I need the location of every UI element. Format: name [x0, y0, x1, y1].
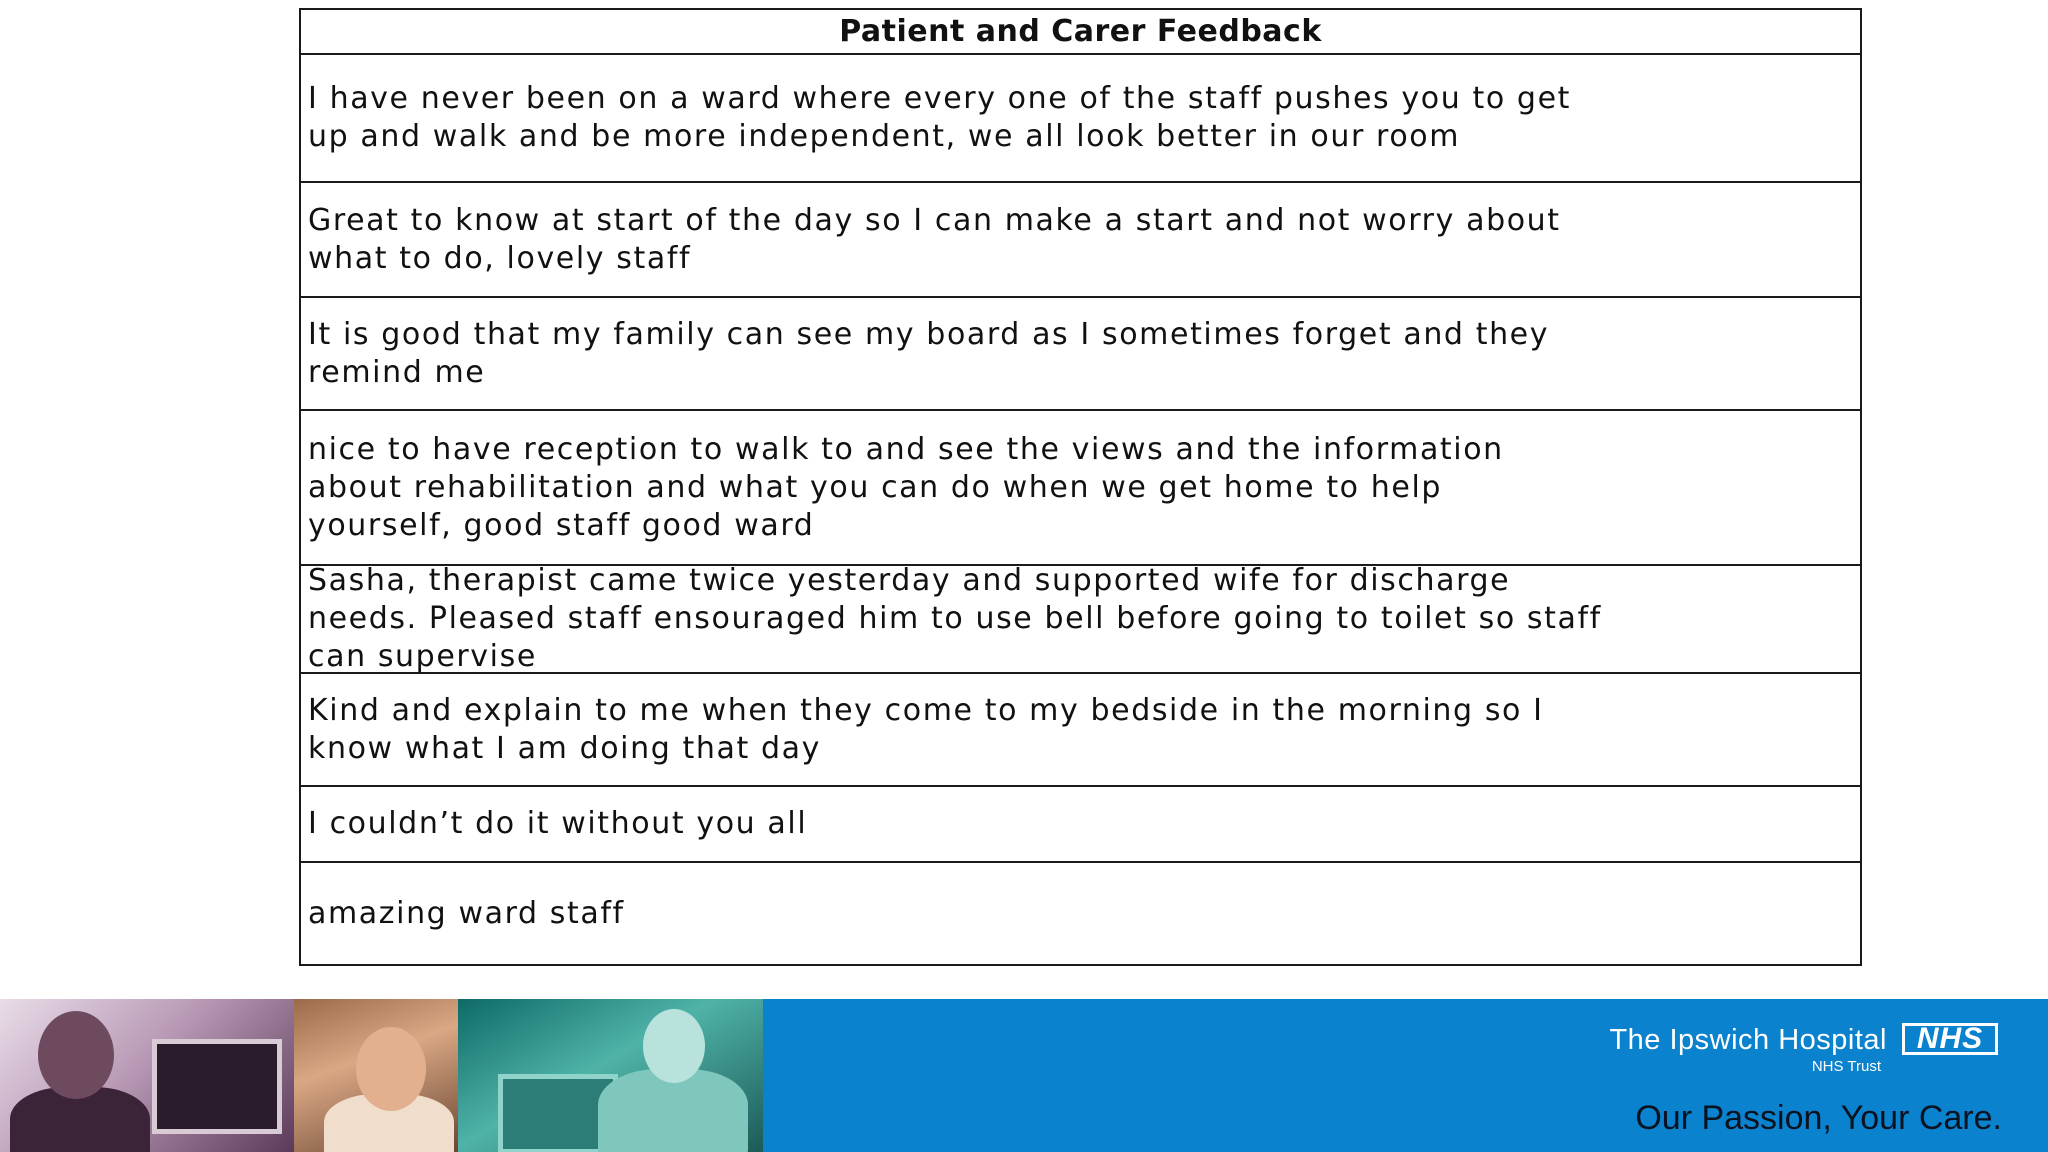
table-row: Sasha, therapist came twice yesterday and supported wife for discharge needs. Pleased staff ensouraged him to use bell before going to toilet so staff can supervise: [301, 566, 1860, 674]
table-row: amazing ward staff: [308, 895, 625, 931]
footer-banner: [0, 999, 2048, 1152]
tagline: Our Passion, Your Care.: [1635, 1099, 2002, 1137]
table-row: Great to know at start of the day so I can make a start and not worry about what to do, lovely staff: [301, 183, 1860, 298]
nhs-trust-label: NHS Trust: [1811, 1058, 1881, 1075]
table-row: It is good that my family can see my board as I sometimes forget and they remind me: [301, 298, 1860, 411]
table-row: nice to have reception to walk to and see the views and the information about rehabilitation and what you can do when we get home to help yourself, good staff good ward: [301, 411, 1860, 566]
table-row: Kind and explain to me when they come to my bedside in the morning so I know what I am doing that day: [301, 674, 1860, 787]
table-row: I have never been on a ward where every one of the staff pushes you to get up and walk and be more independent, we all look better in our room: [301, 55, 1860, 183]
photo-staff-member: [294, 999, 458, 1152]
hospital-name: The Ipswich Hospital: [1609, 1024, 1887, 1056]
nhs-logo: NHS: [1902, 1023, 1998, 1055]
table-title: Patient and Carer Feedback: [301, 10, 1860, 55]
photo-nurse: [458, 999, 763, 1152]
photo-patient-at-screen: [0, 999, 294, 1152]
table-row: I couldn’t do it without you all: [301, 787, 1860, 863]
feedback-table: [299, 8, 1862, 966]
